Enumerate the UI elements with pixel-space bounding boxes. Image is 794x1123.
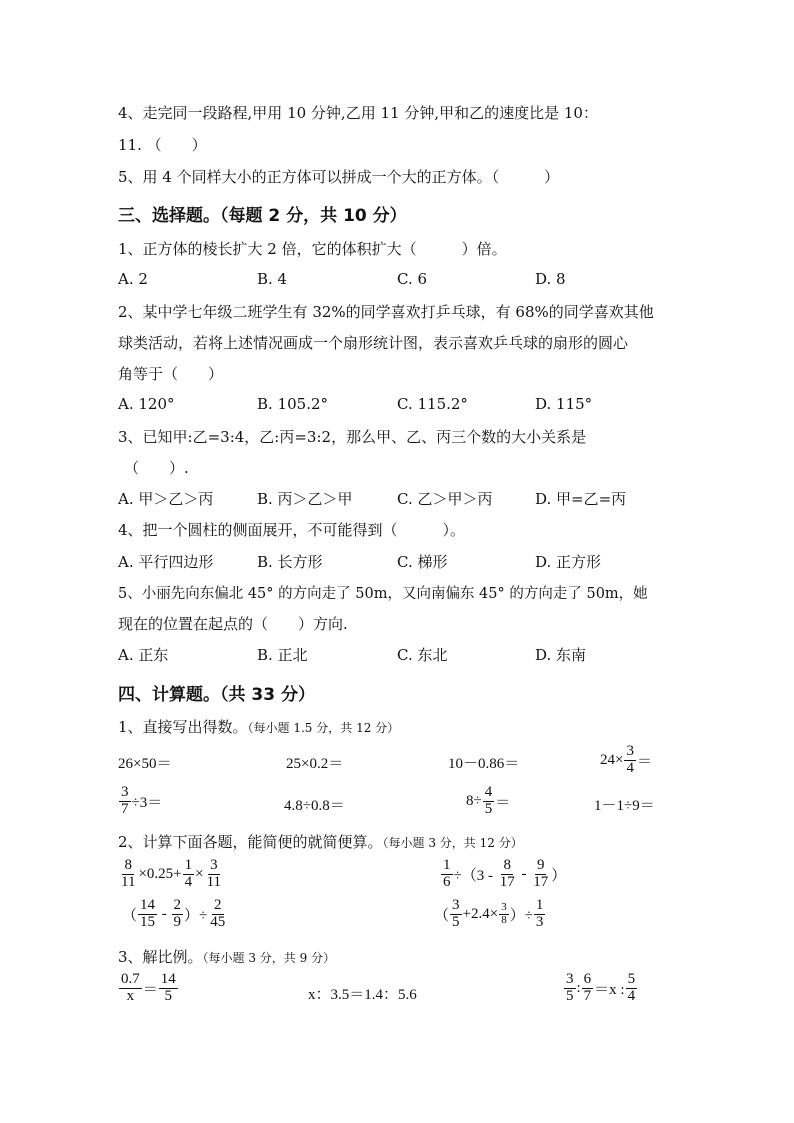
choice-q5-option-d: D. 东南 bbox=[535, 646, 587, 664]
operator: ＝ bbox=[142, 981, 158, 998]
operator: × bbox=[195, 865, 204, 882]
operator: - bbox=[521, 865, 527, 882]
section-heading-choice: 三、选择题。（每题 2 分，共 10 分） bbox=[118, 206, 407, 226]
calc-p1-e8: 1－1÷9＝ bbox=[594, 798, 655, 814]
operator: +2.4× bbox=[462, 905, 499, 922]
calc-p1-e5-post: ÷3＝ bbox=[131, 794, 163, 811]
choice-q4-option-b: B. 长方形 bbox=[257, 553, 323, 571]
calc-p1-e2: 25×0.2＝ bbox=[286, 756, 344, 772]
denominator: 3 bbox=[535, 913, 544, 930]
calc-p1-e1: 26×50＝ bbox=[118, 756, 172, 772]
calc-p2-c bbox=[122, 898, 228, 931]
choice-q3-option-a: A. 甲＞乙＞丙 bbox=[118, 490, 214, 508]
choice-q1: 1、正方体的棱长扩大 2 倍，它的体积扩大（ ）倍。 bbox=[118, 240, 507, 258]
calc-p3-c bbox=[563, 972, 638, 1005]
calc-p2-note: （每小题 3 分，共 12 分） bbox=[382, 836, 523, 850]
operator: ×0.25+ bbox=[138, 865, 182, 882]
choice-q2-line2: 球类活动，若将上述情况画成一个扇形统计图，表示喜欢乒乓球的扇形的圆心 bbox=[118, 334, 629, 352]
calc-p1-e5-fraction bbox=[119, 785, 131, 818]
denominator: 7 bbox=[121, 800, 129, 817]
choice-q1-option-c: C. 6 bbox=[397, 270, 428, 288]
calc-p2-title bbox=[118, 831, 523, 852]
denominator: 5 bbox=[452, 913, 460, 930]
fraction bbox=[534, 898, 546, 931]
denominator: 9 bbox=[173, 913, 182, 930]
denominator: 11 bbox=[206, 873, 222, 890]
calc-p3-b: x：3.5＝1.4：5.6 bbox=[308, 987, 417, 1003]
fraction bbox=[183, 858, 195, 891]
operator: ＝x : bbox=[594, 981, 625, 998]
denominator: 45 bbox=[210, 913, 226, 930]
numerator: 0.7 bbox=[121, 971, 140, 987]
numerator: 3 bbox=[626, 743, 634, 759]
fraction bbox=[564, 972, 576, 1005]
fraction bbox=[172, 898, 184, 931]
calc-p3-a bbox=[118, 972, 179, 1005]
calc-p1-title bbox=[118, 716, 399, 737]
denominator: 4 bbox=[184, 873, 193, 890]
choice-q3-option-c: C. 乙＞甲＞丙 bbox=[397, 490, 493, 508]
denominator: 6 bbox=[443, 873, 451, 890]
calc-p3-note: （每小题 3 分，共 9 分） bbox=[202, 951, 336, 965]
choice-q1-option-b: B. 4 bbox=[257, 270, 288, 288]
denominator: 17 bbox=[533, 873, 549, 890]
calc-p1-e7-pre: 8÷ bbox=[466, 792, 482, 809]
choice-q5-line2: 现在的位置在起点的（ ）方向. bbox=[118, 615, 348, 633]
denominator: 5 bbox=[164, 987, 173, 1004]
denominator: 17 bbox=[499, 873, 515, 890]
calc-p2-title-text: 2、计算下面各题，能简便的就简便算。 bbox=[118, 833, 383, 851]
judge-q4-line1: 4、走完同一段路程,甲用 10 分钟,乙用 11 分钟,甲和乙的速度比是 10： bbox=[118, 104, 598, 122]
calc-p2-d bbox=[434, 898, 546, 931]
numerator: 3 bbox=[566, 971, 574, 987]
section-heading-calc: 四、计算题。（共 33 分） bbox=[118, 685, 315, 705]
operator: - bbox=[161, 905, 167, 922]
numerator: 1 bbox=[184, 857, 193, 873]
choice-q4: 4、把一个圆柱的侧面展开，不可能得到（ ）。 bbox=[118, 521, 466, 539]
choice-q5-option-c: C. 东北 bbox=[397, 646, 448, 664]
fraction bbox=[159, 972, 178, 1005]
calc-p1-e7 bbox=[466, 785, 510, 818]
denominator: 5 bbox=[566, 987, 574, 1004]
operator: ）÷ bbox=[184, 907, 208, 924]
numerator: 14 bbox=[140, 897, 156, 913]
denominator: 15 bbox=[140, 913, 156, 930]
calc-p3-title-text: 3、解比例。 bbox=[118, 948, 203, 966]
fraction bbox=[205, 858, 223, 891]
operator: ÷（3 - bbox=[453, 867, 493, 884]
operator: : bbox=[576, 979, 581, 996]
choice-q1-option-d: D. 8 bbox=[535, 270, 566, 288]
calc-p1-e7-post: ＝ bbox=[495, 794, 511, 811]
numerator: 3 bbox=[121, 784, 129, 800]
numerator: 9 bbox=[536, 857, 545, 873]
numerator: 5 bbox=[627, 971, 636, 987]
judge-q5: 5、用 4 个同样大小的正方体可以拼成一个大的正方体。（ ） bbox=[118, 168, 560, 186]
operator: ） bbox=[551, 867, 567, 884]
fraction bbox=[138, 898, 157, 931]
denominator: 5 bbox=[484, 800, 493, 817]
operator: ）÷ bbox=[509, 907, 533, 924]
choice-q3-option-b: B. 丙＞乙＞甲 bbox=[257, 490, 353, 508]
denominator: 4 bbox=[626, 759, 634, 776]
denominator: 4 bbox=[627, 987, 636, 1004]
numerator: 2 bbox=[214, 897, 222, 913]
numerator: 3 bbox=[210, 857, 218, 873]
choice-q2-line1: 2、某中学七年级二班学生有 32%的同学喜欢打乒乓球，有 68%的同学喜欢其他 bbox=[118, 303, 654, 321]
operator: （ bbox=[434, 907, 450, 924]
choice-q5-option-b: B. 正北 bbox=[257, 646, 308, 664]
choice-q2-option-d: D. 115° bbox=[535, 395, 593, 413]
calc-p1-e4-pre: 24× bbox=[600, 751, 624, 768]
choice-q5-line1: 5、小丽先向东偏北 45° 的方向走了 50m，又向南偏东 45° 的方向走了 50m，她 bbox=[118, 586, 648, 602]
choice-q3-line2: （ ）. bbox=[124, 459, 189, 477]
fraction bbox=[441, 858, 453, 891]
choice-q1-option-a: A. 2 bbox=[118, 270, 148, 288]
denominator: x bbox=[126, 987, 135, 1004]
calc-p2-b bbox=[440, 858, 566, 891]
choice-q5-option-a: A. 正东 bbox=[118, 646, 169, 664]
numerator: 8 bbox=[124, 857, 132, 873]
calc-p1-title-text: 1、直接写出得数。 bbox=[118, 718, 248, 736]
choice-q2-option-c: C. 115.2° bbox=[397, 395, 468, 413]
numerator: 4 bbox=[484, 784, 493, 800]
numerator: 3 bbox=[452, 897, 460, 913]
fraction bbox=[208, 898, 227, 931]
choice-q3-option-d: D. 甲=乙=丙 bbox=[535, 490, 627, 508]
numerator: 1 bbox=[443, 857, 451, 873]
choice-q3-line1: 3、已知甲:乙=3:4，乙:丙=3:2，那么甲、乙、丙三个数的大小关系是 bbox=[118, 428, 587, 446]
numerator: 14 bbox=[160, 971, 176, 987]
numerator: 2 bbox=[173, 897, 182, 913]
calc-p1-e6: 4.8÷0.8＝ bbox=[284, 798, 345, 814]
fraction bbox=[499, 902, 509, 926]
fraction bbox=[498, 858, 517, 891]
calc-p1-e5 bbox=[118, 785, 162, 818]
calc-p1-e4-fraction bbox=[624, 744, 636, 777]
operator: （ bbox=[122, 907, 138, 924]
fraction bbox=[626, 972, 638, 1005]
numerator: 3 bbox=[501, 901, 507, 914]
denominator: 8 bbox=[501, 913, 507, 926]
choice-q2-line3: 角等于（ ） bbox=[118, 365, 224, 383]
fraction bbox=[119, 858, 137, 891]
fraction bbox=[531, 858, 550, 891]
fraction bbox=[450, 898, 462, 931]
judge-q4-line2: 11. （ ） bbox=[118, 136, 207, 154]
calc-p1-e7-fraction bbox=[483, 785, 495, 818]
calc-p1-e4-post: ＝ bbox=[636, 753, 652, 770]
numerator: 6 bbox=[583, 971, 592, 987]
numerator: 8 bbox=[503, 857, 511, 873]
calc-p3-title bbox=[118, 946, 335, 967]
choice-q4-option-a: A. 平行四边形 bbox=[118, 553, 214, 571]
denominator: 7 bbox=[583, 987, 592, 1004]
fraction bbox=[119, 972, 142, 1005]
choice-q4-option-d: D. 正方形 bbox=[535, 553, 602, 571]
denominator: 11 bbox=[121, 873, 136, 890]
calc-p1-e4 bbox=[600, 744, 652, 777]
numerator: 1 bbox=[535, 897, 544, 913]
fraction bbox=[582, 972, 594, 1005]
calc-p2-a bbox=[118, 858, 224, 891]
choice-q2-option-a: A. 120° bbox=[118, 395, 175, 413]
calc-p1-note: （每小题 1.5 分，共 12 分） bbox=[247, 721, 400, 735]
calc-p1-e3: 10－0.86＝ bbox=[448, 756, 520, 772]
choice-q4-option-c: C. 梯形 bbox=[397, 553, 448, 571]
choice-q2-option-b: B. 105.2° bbox=[257, 395, 329, 413]
